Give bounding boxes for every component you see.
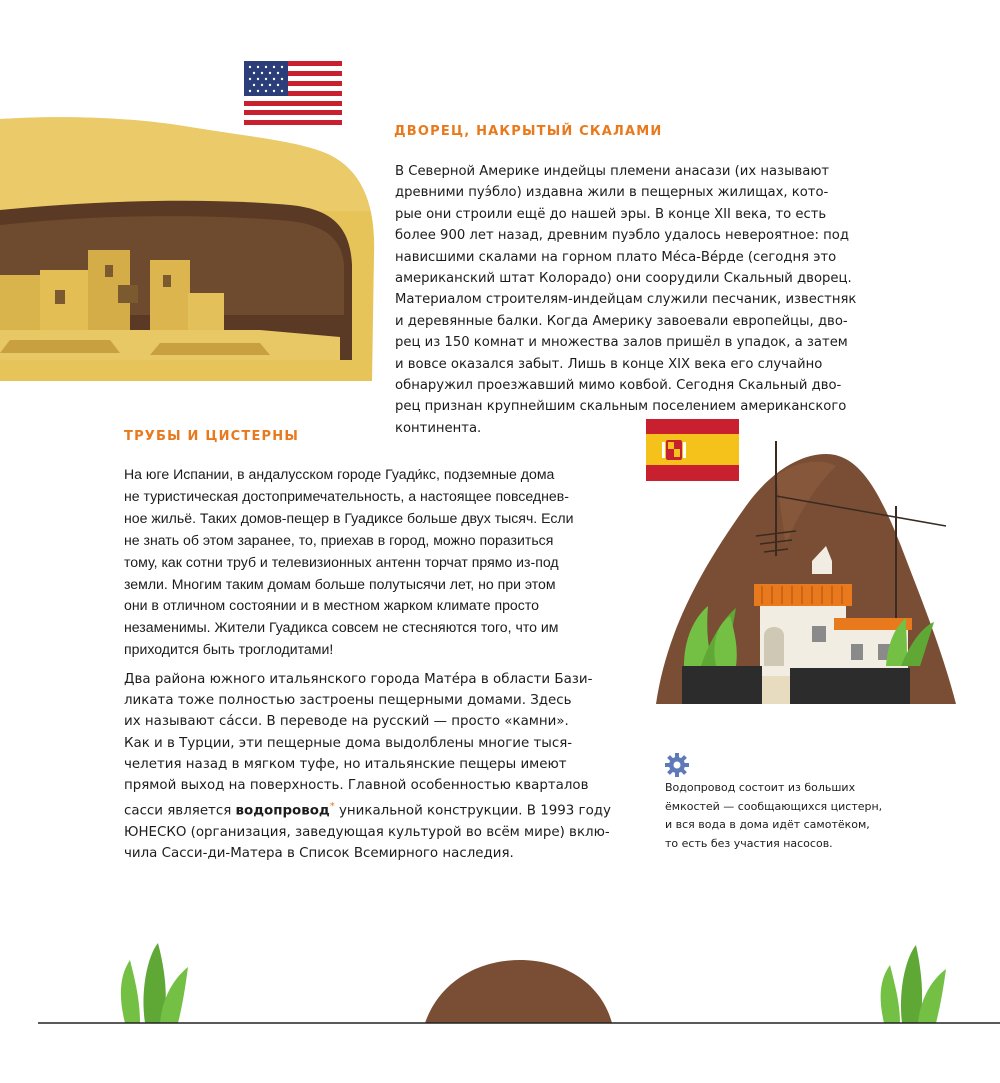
text-line: Материалом строителям-индейцам служили песчаник, известняк bbox=[395, 292, 857, 308]
note-line: и вся вода в дома идёт самотёком, bbox=[665, 818, 870, 831]
text-line: Как и в Турции, эти пещерные дома выдолблены многие тыся- bbox=[124, 735, 573, 751]
note-line: ёмкостей — сообщающихся цистерн, bbox=[665, 799, 883, 813]
text-line: рые они строили ещё до нашей эры. В конце XII века, то есть bbox=[395, 206, 827, 222]
text-line: Два района южного итальянского города Мате́ра в области Бази- bbox=[124, 672, 593, 687]
text-line: древними пуэ́бло) издавна жили в пещерных жилищах, кото- bbox=[395, 185, 829, 201]
text-line: и деревянные балки. Когда Америку завоевали европейцы, дво- bbox=[395, 313, 848, 329]
cliff-palace-illustration bbox=[0, 115, 376, 381]
text-line: ликата тоже полностью застроены пещерными домами. Здесь bbox=[124, 693, 572, 709]
gear-icon bbox=[664, 752, 690, 778]
text-fragment: уникальной конструкции. В 1993 году bbox=[334, 803, 611, 819]
text-line: незаменимы. Жители Гуадикса совсем не стесняются того, что им bbox=[124, 619, 559, 636]
text-line: На юге Испании, в андалусском городе Гуади́кс, подземные дома bbox=[124, 466, 555, 482]
text-line: приходится быть троглодитами! bbox=[124, 641, 334, 658]
text-line-with-term bbox=[124, 796, 611, 822]
footnote-marker: * bbox=[329, 801, 335, 813]
text-line: ное жильё. Таких домов-пещер в Гуадиксе больше двух тысяч. Если bbox=[124, 509, 574, 526]
text-line: тому, как сотни труб и телевизионных антенн торчат прямо из-под bbox=[124, 553, 559, 570]
text-line: земли. Многим таким домам больше полутысячи лет, но при этом bbox=[124, 575, 556, 592]
text-line: ЮНЕСКО (организация, заведующая культурой во всём мире) вклю- bbox=[124, 824, 610, 840]
text-line: не туристическая достопримечательность, а настоящее повседнев- bbox=[124, 487, 569, 504]
text-line: континента. bbox=[395, 420, 482, 436]
section-heading-pipes-tanks: ТРУБЫ И ЦИСТЕРНЫ bbox=[124, 429, 300, 444]
text-line: В Северной Америке индейцы племени анасази (их называют bbox=[395, 164, 830, 179]
text-line: они в отличном состоянии и в местном жарком климате просто bbox=[124, 597, 539, 614]
section-text-guadix bbox=[124, 464, 574, 661]
ground-decoration bbox=[0, 935, 1000, 1035]
section-heading-cliff-palace: ДВОРЕЦ, НАКРЫТЫЙ СКАЛАМИ bbox=[394, 124, 663, 139]
text-line: не знать об этом заранее, то, приехав в город, можно поразиться bbox=[124, 531, 554, 548]
text-line: нависшими скалами на горном плато Ме́са-Ве́рде (сегодня это bbox=[395, 249, 837, 265]
text-line: американский штат Колорадо) они соорудили Скальный дворец. bbox=[395, 271, 852, 287]
text-line: чила Сасси-ди-Матера в Список Всемирного наследия. bbox=[124, 846, 514, 862]
section-text-matera bbox=[124, 669, 611, 864]
text-line: более 900 лет назад, древним пуэбло удалось невероятное: под bbox=[395, 228, 849, 244]
text-line: обнаружил проезжавший мимо ковбой. Сегодня Скальный дво- bbox=[395, 378, 842, 394]
term-water-supply: водопровод bbox=[235, 803, 330, 819]
text-fragment: сасси является bbox=[124, 803, 236, 819]
text-line: рец признан крупнейшим скальным поселением американского bbox=[395, 399, 847, 415]
text-line: челетия назад в мягком туфе, но итальянские пещеры имеют bbox=[124, 756, 567, 772]
note-line: Водопровод состоит из больших bbox=[665, 781, 856, 794]
text-line: и вовсе оказался забыт. Лишь в конце XIX века его случайно bbox=[395, 356, 823, 372]
section-text-cliff-palace bbox=[395, 161, 856, 439]
text-line: их называют са́сси. В переводе на русский — просто «камни». bbox=[124, 714, 569, 730]
text-line: прямой выход на поверхность. Главной особенностью кварталов bbox=[124, 778, 589, 794]
sidebar-note bbox=[665, 779, 882, 853]
cave-house-illustration bbox=[656, 436, 956, 706]
text-line: рец из 150 комнат и множества залов пришёл в упадок, а затем bbox=[395, 335, 848, 351]
note-line: то есть без участия насосов. bbox=[665, 836, 833, 850]
